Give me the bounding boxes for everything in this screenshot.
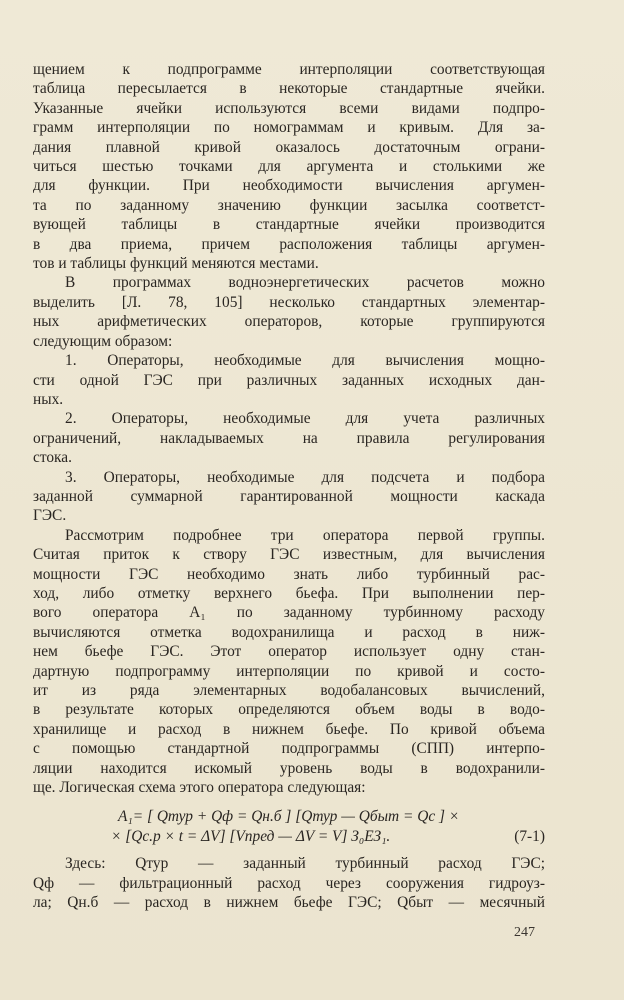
text-line: стока. bbox=[33, 449, 72, 467]
text-line: мощности ГЭС необходимо знать либо турбинный рас- bbox=[33, 565, 545, 583]
text-line: заданной суммарной гарантированной мощности каскада bbox=[33, 487, 545, 505]
text-line: 1. Операторы, необходимые для вычисления мощно- bbox=[65, 352, 545, 370]
text-line: в два приема, причем расположения таблицы аргумен- bbox=[33, 235, 545, 253]
text-line: нем бьефе ГЭС. Этот оператор использует одну стан- bbox=[33, 643, 545, 661]
text-line: следующим образом: bbox=[33, 332, 173, 350]
formula-number: (7-1) bbox=[514, 827, 545, 845]
text-line: ще. Логическая схема этого оператора следующая: bbox=[33, 779, 366, 797]
page-number: 247 bbox=[514, 925, 535, 940]
paragraph-lines bbox=[33, 60, 545, 797]
text-line: ГЭС. bbox=[33, 507, 67, 525]
text-line: сти одной ГЭС при различных заданных исходных дан- bbox=[33, 371, 545, 389]
text-line: ных арифметических операторов, которые группируются bbox=[33, 313, 545, 331]
text-line: ит из ряда элементарных водобалансовых вычислений, bbox=[33, 682, 545, 699]
text-line: дания плавной кривой оказалось достаточным ограни- bbox=[33, 138, 545, 156]
text-line: ных. bbox=[33, 390, 64, 408]
text-line: 3. Операторы, необходимые для подсчета и подбора bbox=[65, 468, 545, 486]
text-line: читься шестью точками для аргумента и столькими же bbox=[33, 158, 545, 176]
text-line: щением к подпрограмме интерполяции соответствующая bbox=[33, 61, 545, 78]
text-line: вычисляются отметка водохранилища и расход в ниж- bbox=[33, 623, 545, 641]
text-line: вого оператора A₁ по заданному турбинному расходу bbox=[33, 604, 545, 622]
text-line: Qф — фильтрационный расход через сооружения гидроуз- bbox=[33, 874, 545, 892]
text-line: для функции. При необходимости вычисления аргумен- bbox=[33, 177, 545, 195]
text-line: таблица пересылается в некоторые стандартные ячейки. bbox=[33, 80, 545, 98]
text-line: ход, либо отметку верхнего бьефа. При выполнении пер- bbox=[33, 584, 545, 602]
text-line: хранилище и расход в нижнем бьефе. По кривой объема bbox=[33, 720, 545, 738]
text-line: ла; Qн.б — расход в нижнем бьефе ГЭС; Qбыт — месячный bbox=[33, 894, 545, 912]
text-line: вующей таблицы в стандартные ячейки производится bbox=[33, 216, 545, 234]
text-line: В программах водноэнергетических расчетов можно bbox=[65, 274, 545, 292]
text-line: дартную подпрограмму интерполяции по кривой и состо- bbox=[33, 662, 545, 680]
text-line: в результате которых определяются объем воды в водо- bbox=[33, 701, 545, 719]
text-line: 2. Операторы, необходимые для учета различных bbox=[65, 410, 545, 428]
text-line: Рассмотрим подробнее три оператора первой группы. bbox=[65, 526, 545, 544]
text-line: та по заданному значению функции засылка соответст- bbox=[33, 196, 545, 214]
text-line: Указанные ячейки используются всеми видами подпро- bbox=[33, 99, 545, 117]
text-line: ляции находится искомый уровень воды в водохранили- bbox=[33, 759, 545, 777]
text-line: Здесь: Qтур — заданный турбинный расход ГЭС; bbox=[65, 855, 545, 873]
formula-line-2-text: × [Qс.р × t = ΔV] [Vпред — ΔV = V] З₀ЕЗ₁. bbox=[111, 827, 391, 845]
text-line: выделить [Л. 78, 105] несколько стандартных элементар- bbox=[33, 293, 545, 311]
text-line: грамм интерполяции по номограммам и кривым. Для за- bbox=[33, 119, 545, 137]
formula-line-1: A₁= [ Qтур + Qф = Qн.б ] [Qтур — Qбыт = Qс ] × bbox=[118, 808, 460, 826]
explanation-lines bbox=[33, 854, 545, 912]
formula-line-2 bbox=[33, 827, 545, 846]
text-line: ограничений, накладываемых на правила регулирования bbox=[33, 429, 545, 447]
text-line: Считая приток к створу ГЭС известным, для вычисления bbox=[33, 546, 545, 564]
text-line: тов и таблицы функций меняются местами. bbox=[33, 255, 319, 273]
text-line: с помощью стандартной подпрограммы (СПП) интерпо- bbox=[33, 740, 545, 758]
page-body bbox=[33, 60, 545, 912]
